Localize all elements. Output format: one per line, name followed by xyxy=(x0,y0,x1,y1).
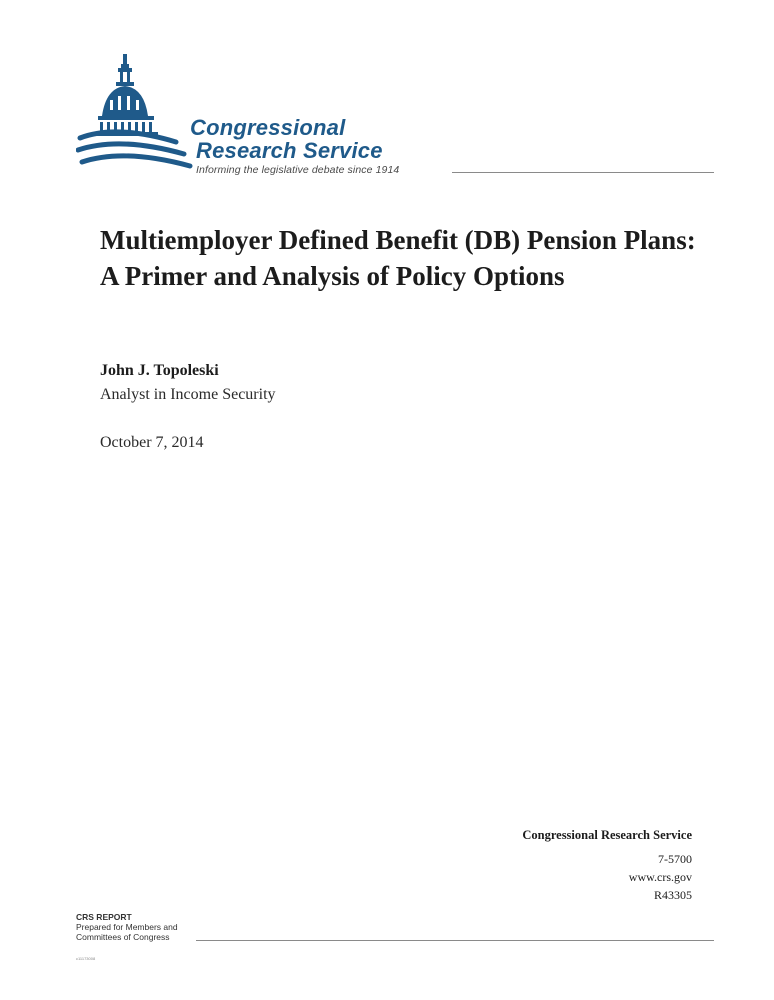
crs-report-code: R43305 xyxy=(653,888,692,902)
report-title: Multiemployer Defined Benefit (DB) Pension Plans: A Primer and Analysis of Policy Options xyxy=(100,225,696,291)
tiny-code: c11173008 xyxy=(76,956,96,961)
brand-tagline: Informing the legislative debate since 1914 xyxy=(196,164,400,176)
crs-info-block xyxy=(522,826,692,904)
crs-organization: Congressional Research Service xyxy=(522,828,692,842)
crs-report-label-line1: Prepared for Members and xyxy=(76,922,178,932)
report-date: October 7, 2014 xyxy=(100,434,204,451)
crs-report-label-head: CRS REPORT xyxy=(76,912,132,922)
brand-name xyxy=(190,116,383,162)
crs-number: 7-5700 xyxy=(658,852,692,866)
crs-report-label xyxy=(76,912,178,942)
brand-name-line2: Research Service xyxy=(196,138,383,163)
author-title: Analyst in Income Security xyxy=(100,386,276,403)
crs-report-label-line2: Committees of Congress xyxy=(76,932,170,942)
capitol-dome-icon xyxy=(76,50,196,178)
crs-website: www.crs.gov xyxy=(628,870,692,884)
brand-name-line1: Congressional xyxy=(190,115,346,140)
header-divider xyxy=(452,172,714,173)
author-name: John J. Topoleski xyxy=(100,362,219,379)
footer-divider xyxy=(196,940,714,941)
